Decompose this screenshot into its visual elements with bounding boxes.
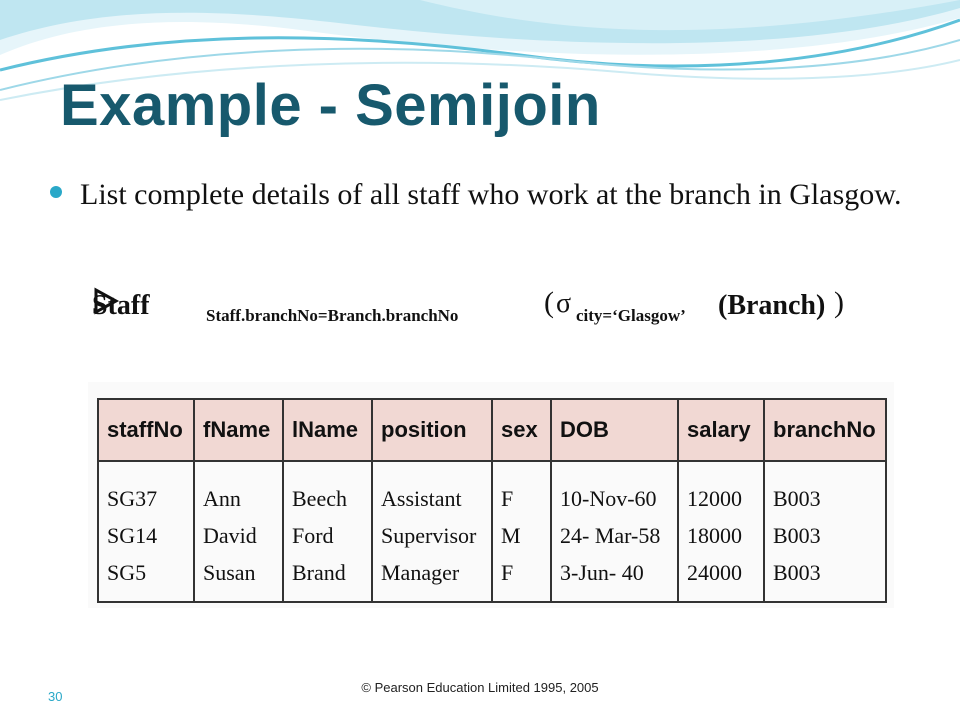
table-cell: F bbox=[501, 560, 514, 585]
column-salary bbox=[678, 461, 764, 602]
column-staffNo bbox=[98, 461, 194, 602]
bullet-text: List complete details of all staff who work at the branch in Glasgow. bbox=[80, 178, 902, 211]
table-cell: 10-Nov-60 bbox=[560, 486, 657, 511]
column-header-branchNo: branchNo bbox=[764, 399, 886, 461]
table-cell: SG37 bbox=[107, 486, 158, 511]
formula-selection-condition: city=‘Glasgow’ bbox=[576, 306, 686, 325]
table-cell: 3-Jun- 40 bbox=[560, 560, 644, 585]
table-cell: Beech bbox=[292, 486, 347, 511]
column-header-fName: fName bbox=[194, 399, 283, 461]
table-cell: 18000 bbox=[687, 523, 742, 548]
table-cell: SG5 bbox=[107, 560, 147, 585]
selection-sigma-symbol: σ bbox=[556, 288, 572, 319]
column-header-DOB: DOB bbox=[551, 399, 678, 461]
table-cell: B003 bbox=[773, 560, 821, 585]
table-cell: 24- Mar-58 bbox=[560, 523, 661, 548]
formula-open-paren: ( bbox=[544, 286, 554, 319]
column-header-sex: sex bbox=[492, 399, 551, 461]
column-position bbox=[372, 461, 492, 602]
formula-close-paren: ) bbox=[834, 286, 844, 319]
table-header-row bbox=[98, 399, 886, 461]
table-cell: B003 bbox=[773, 523, 821, 548]
formula-inner-relation: (Branch) bbox=[718, 290, 826, 321]
column-header-salary: salary bbox=[678, 399, 764, 461]
table-cell: 24000 bbox=[687, 560, 742, 585]
column-header-lName: lName bbox=[283, 399, 372, 461]
table-cell: David bbox=[203, 523, 257, 548]
table-cell: F bbox=[501, 486, 514, 511]
column-lName bbox=[283, 461, 372, 602]
table-cell: Manager bbox=[381, 560, 460, 585]
relational-algebra-formula bbox=[92, 286, 844, 336]
result-table-image bbox=[88, 382, 894, 608]
table-cell: Ann bbox=[203, 486, 241, 511]
result-table bbox=[97, 398, 887, 603]
table-body-row bbox=[98, 461, 886, 602]
column-sex bbox=[492, 461, 551, 602]
column-header-position: position bbox=[372, 399, 492, 461]
column-branchNo bbox=[764, 461, 886, 602]
table-cell: B003 bbox=[773, 486, 821, 511]
copyright-footer: © Pearson Education Limited 1995, 2005 bbox=[361, 680, 599, 695]
table-cell: Susan bbox=[203, 560, 256, 585]
bullet-icon bbox=[50, 186, 62, 198]
table-cell: Brand bbox=[292, 560, 346, 585]
table-cell: M bbox=[501, 523, 521, 548]
bullet-item bbox=[50, 176, 950, 214]
column-fName bbox=[194, 461, 283, 602]
table-cell: Assistant bbox=[381, 486, 462, 511]
table-cell: Supervisor bbox=[381, 523, 477, 548]
table-cell: SG14 bbox=[107, 523, 158, 548]
table-cell: Ford bbox=[292, 523, 334, 548]
column-DOB bbox=[551, 461, 678, 602]
column-header-staffNo: staffNo bbox=[98, 399, 194, 461]
slide-title: Example - Semijoin bbox=[60, 73, 601, 138]
formula-join-condition: Staff.branchNo=Branch.branchNo bbox=[206, 306, 459, 325]
table-cell: 12000 bbox=[687, 486, 742, 511]
page-number: 30 bbox=[48, 689, 63, 704]
formula-left-relation: Staff bbox=[92, 290, 150, 321]
